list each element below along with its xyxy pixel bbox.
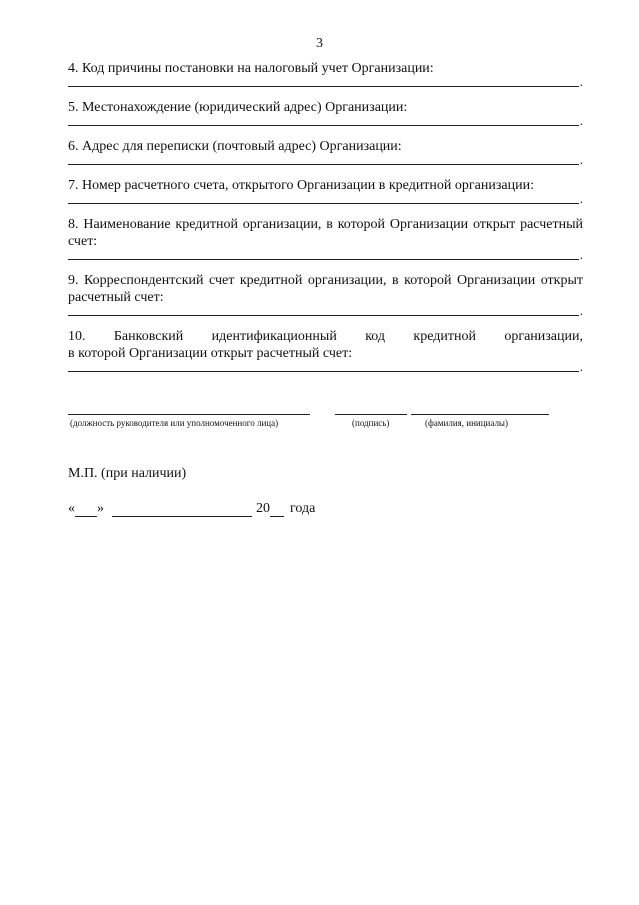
field-bank-name: 8. Наименование кредитной организации, в которой Организации открыт расчетный счет: . xyxy=(68,217,583,262)
field-label: 7. Номер расчетного счета, открытого Организации в кредитной организации: xyxy=(68,178,534,193)
date-line xyxy=(68,501,315,517)
field-label: 4. Код причины постановки на налоговый учет Организации: xyxy=(68,61,434,76)
stamp-note: М.П. (при наличии) xyxy=(68,466,187,481)
signature-line[interactable] xyxy=(335,414,407,415)
position-line[interactable] xyxy=(68,414,310,415)
field-label: 9. Корреспондентский счет кредитной организации, в которой Организации открыт расчетный счет: xyxy=(68,273,583,305)
name-caption: (фамилия, инициалы) xyxy=(425,418,508,428)
signature-block xyxy=(68,402,568,432)
close-quote: » xyxy=(97,501,104,516)
fill-in-line[interactable] xyxy=(68,315,579,316)
field-postal-address: 6. Адрес для переписки (почтовый адрес) Организации: . xyxy=(68,139,583,167)
fill-in-line[interactable] xyxy=(68,125,579,126)
open-quote: « xyxy=(68,501,75,516)
position-caption: (должность руководителя или уполномоченного лица) xyxy=(70,418,279,428)
fill-in-line[interactable] xyxy=(68,164,579,165)
field-label-line-1: 10. Банковский идентификационный код кредитной организации, xyxy=(68,329,583,344)
signature-caption: (подпись) xyxy=(352,418,390,428)
fill-in-line[interactable] xyxy=(68,203,579,204)
fill-in-line[interactable] xyxy=(68,371,579,372)
field-label: 6. Адрес для переписки (почтовый адрес) Организации: xyxy=(68,139,402,154)
name-line[interactable] xyxy=(411,414,549,415)
field-kpp: 4. Код причины постановки на налоговый учет Организации: . xyxy=(68,61,583,89)
month-blank[interactable] xyxy=(112,502,252,517)
field-account-number: 7. Номер расчетного счета, открытого Организации в кредитной организации: . xyxy=(68,178,583,206)
year-prefix: 20 xyxy=(256,501,270,516)
field-correspondent-account: 9. Корреспондентский счет кредитной организации, в которой Организации открыт расчетный счет: . xyxy=(68,273,583,318)
fill-in-line[interactable] xyxy=(68,259,579,260)
year-blank[interactable] xyxy=(270,502,284,517)
field-label: 5. Местонахождение (юридический адрес) Организации: xyxy=(68,100,408,115)
field-bik: 10. Банковский идентификационный код кредитной организации, в которой Организации открыт расчетный счет: . xyxy=(68,329,583,374)
form-fields xyxy=(68,60,583,384)
page-number: 3 xyxy=(316,36,323,51)
field-label-line-2: в которой Организации открыт расчетный счет: xyxy=(68,346,353,361)
field-label: 8. Наименование кредитной организации, в которой Организации открыт расчетный счет: xyxy=(68,217,583,249)
fill-in-line[interactable] xyxy=(68,86,579,87)
field-legal-address: 5. Местонахождение (юридический адрес) Организации: . xyxy=(68,100,583,128)
year-suffix: года xyxy=(290,501,316,516)
day-blank[interactable] xyxy=(75,502,97,517)
